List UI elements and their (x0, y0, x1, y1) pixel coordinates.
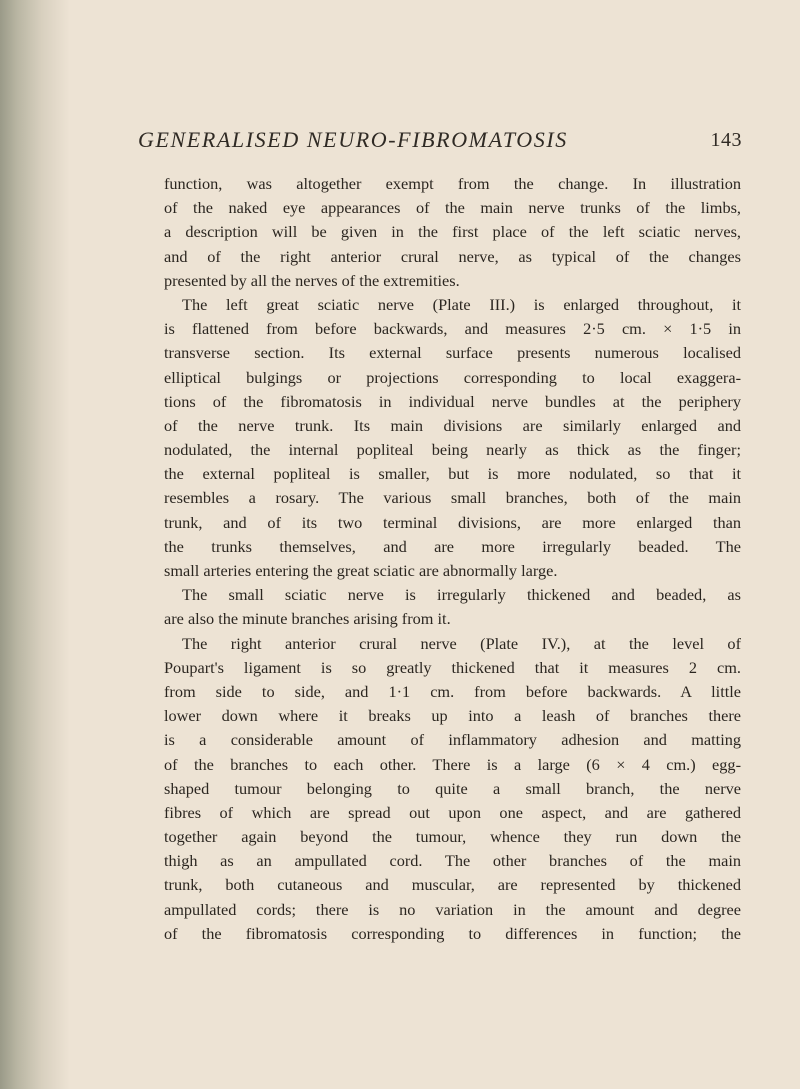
text-line: the external popliteal is smaller, but is more nodulated, so that it (164, 464, 741, 484)
text-line: trunk, and of its two terminal divisions, are more enlarged than (164, 512, 741, 532)
text-line: The small sciatic nerve is irregularly thickened and beaded, as (182, 585, 741, 605)
text-line: small arteries entering the great sciatic are abnormally large. (164, 561, 558, 580)
text-line: presented by all the nerves of the extremities. (164, 270, 460, 290)
text-line: is a considerable amount of inflammatory adhesion and matting (164, 730, 741, 750)
text-line: thigh as an ampullated cord. The other branches of the main (164, 851, 741, 871)
text-line: function, was altogether exempt from the change. In illustration (164, 174, 741, 193)
text-line: lower down where it breaks up into a leash of branches there (164, 706, 741, 726)
running-title: GENERALISED NEURO-FIBROMATOSIS (138, 127, 568, 152)
text-line: The left great sciatic nerve (Plate III.) is enlarged throughout, it (182, 294, 741, 314)
text-line: and of the right anterior crural nerve, as typical of the changes (164, 246, 741, 266)
text-line: The right anterior crural nerve (Plate IV.), at the level of (182, 633, 741, 653)
page-number: 143 (710, 129, 742, 151)
text-line: the trunks themselves, and are more irregularly beaded. The (164, 536, 741, 556)
body-text (164, 172, 741, 946)
text-line: a description will be given in the first place of the left sciatic nerves, (164, 222, 741, 242)
text-line: elliptical bulgings or projections corresponding to local exaggera- (164, 367, 741, 387)
text-line: of the naked eye appearances of the main nerve trunks of the limbs, (164, 198, 741, 218)
text-line: from side to side, and 1·1 cm. from before backwards. A little (164, 681, 741, 701)
text-line: resembles a rosary. The various small branches, both of the main (164, 488, 741, 508)
text-line: trunk, both cutaneous and muscular, are represented by thickened (164, 875, 741, 895)
text-line: shaped tumour belonging to quite a small branch, the nerve (164, 778, 741, 798)
text-line: of the branches to each other. There is a large (6 × 4 cm.) egg- (164, 754, 741, 774)
text-line: Poupart's ligament is so greatly thickened that it measures 2 cm. (164, 657, 741, 677)
text-line: is flattened from before backwards, and measures 2·5 cm. × 1·5 in (164, 319, 741, 339)
text-line: of the nerve trunk. Its main divisions are similarly enlarged and (164, 415, 741, 435)
text-line: tions of the fibromatosis in individual nerve bundles at the periphery (164, 391, 741, 411)
text-line: are also the minute branches arising from it. (164, 609, 451, 629)
text-line: fibres of which are spread out upon one aspect, and are gathered (164, 802, 741, 822)
running-header (138, 127, 742, 153)
text-line: nodulated, the internal popliteal being nearly as thick as the finger; (164, 440, 741, 460)
text-line: ampullated cords; there is no variation in the amount and degree (164, 899, 741, 919)
text-line: together again beyond the tumour, whence they run down the (164, 827, 741, 847)
text-line: of the fibromatosis corresponding to differences in function; the (164, 923, 741, 943)
text-line: transverse section. Its external surface presents numerous localised (164, 343, 741, 363)
